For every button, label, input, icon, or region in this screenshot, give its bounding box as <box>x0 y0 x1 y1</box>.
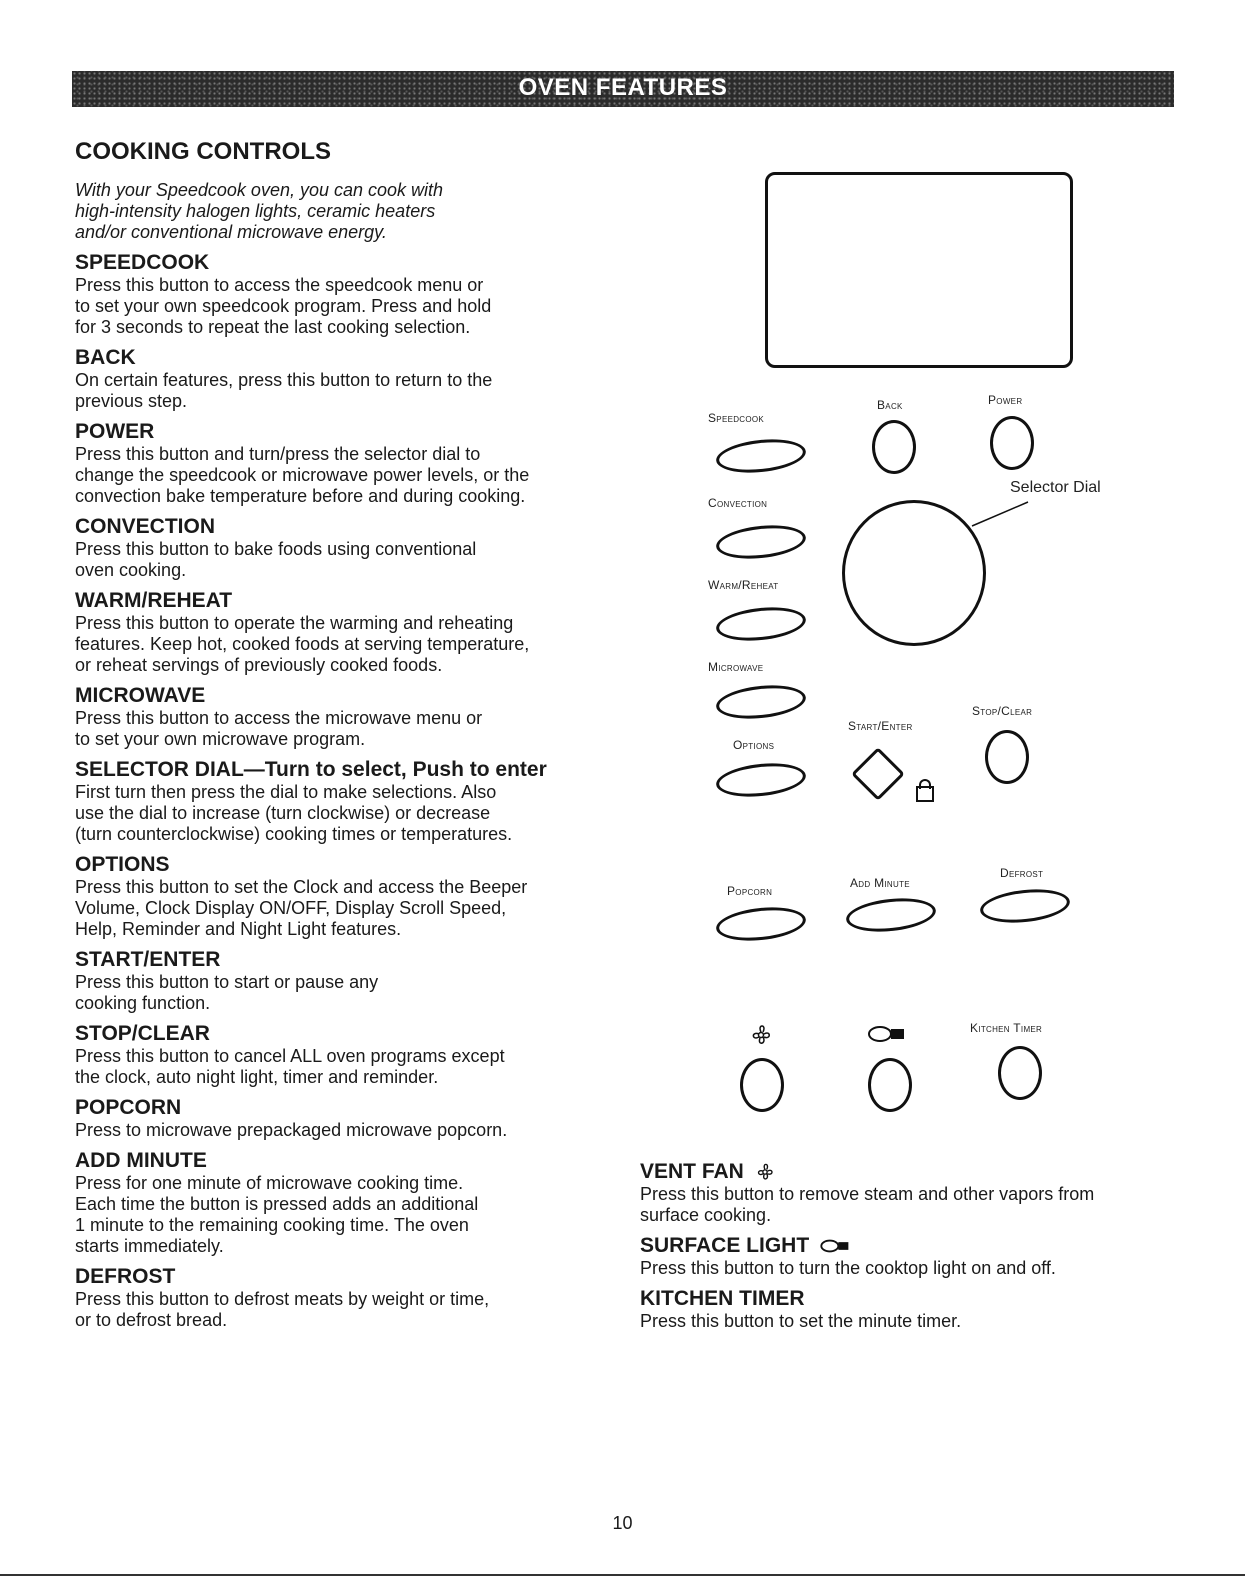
section-title: KITCHEN TIMER <box>640 1287 805 1310</box>
section-text: Press this button to remove steam and other vapors from surface cooking. <box>640 1184 1095 1225</box>
back-label: Back <box>877 398 903 412</box>
section-microwave <box>75 684 635 750</box>
section-text: First turn then press the dial to make selections. Also use the dial to increase (turn clockwise) or decrease (turn counterclockwise) cooking times or temperatures. <box>75 782 513 844</box>
start-enter-button[interactable] <box>851 747 905 801</box>
banner-title: OVEN FEATURES <box>518 74 728 101</box>
section-text: Press this button to set the minute timer. <box>640 1311 962 1331</box>
section-warm-reheat <box>75 589 635 676</box>
intro-text: With your Speedcook oven, you can cook with high-intensity halogen lights, ceramic heaters and/or conventional microwave energy. <box>75 180 444 242</box>
convection-label: Convection <box>708 496 768 510</box>
main-heading: COOKING CONTROLS <box>75 138 331 165</box>
kitchen-timer-button[interactable] <box>998 1046 1042 1100</box>
defrost-button[interactable] <box>979 885 1072 926</box>
power-label: Power <box>988 393 1023 407</box>
section-options <box>75 853 635 940</box>
section-title: MICROWAVE <box>75 684 206 707</box>
microwave-button[interactable] <box>715 681 808 722</box>
defrost-label: Defrost <box>1000 866 1044 880</box>
vent-fan-button[interactable] <box>740 1058 784 1112</box>
popcorn-label: Popcorn <box>727 884 773 898</box>
section-text: Press this button to defrost meats by weight or time, or to defrost bread. <box>75 1289 490 1330</box>
section-vent-fan <box>640 1160 1180 1226</box>
right-column <box>640 1160 1180 1340</box>
speedcook-label: Speedcook <box>708 411 765 425</box>
section-title: ADD MINUTE <box>75 1149 207 1172</box>
start-enter-label: Start/Enter <box>848 719 913 733</box>
kitchen-timer-label: Kitchen Timer <box>970 1021 1043 1035</box>
section-defrost <box>75 1265 635 1331</box>
fan-icon <box>749 1022 773 1048</box>
section-title: OPTIONS <box>75 853 170 876</box>
selector-dial[interactable] <box>842 500 986 646</box>
speedcook-button[interactable] <box>715 435 808 476</box>
fan-icon <box>754 1161 776 1183</box>
section-text: Press this button and turn/press the selector dial to change the speedcook or microwave power levels, or the convection bake temperature before and during cooking. <box>75 444 530 506</box>
surface-light-button[interactable] <box>868 1058 912 1112</box>
section-title: STOP/CLEAR <box>75 1022 210 1045</box>
section-stop-clear <box>75 1022 635 1088</box>
add-minute-button[interactable] <box>845 894 938 935</box>
section-title: SPEEDCOOK <box>75 251 210 274</box>
page-banner <box>72 71 1174 107</box>
add-minute-label: Add Minute <box>850 876 910 890</box>
selector-dial-leader-line <box>970 500 1030 528</box>
section-text: Press this button to start or pause any cooking function. <box>75 972 379 1013</box>
convection-button[interactable] <box>715 521 808 562</box>
stop-clear-label: Stop/Clear <box>972 704 1033 718</box>
stop-clear-button[interactable] <box>985 730 1029 784</box>
section-title: SURFACE LIGHT <box>640 1234 810 1257</box>
section-title: WARM/REHEAT <box>75 589 233 612</box>
section-title: SELECTOR DIAL—Turn to select, Push to enter <box>75 758 547 781</box>
left-column <box>75 138 635 1339</box>
section-text: Press this button to access the speedcook menu or to set your own speedcook program. Press and hold for 3 seconds to repeat the last cooking selection. <box>75 275 492 337</box>
section-text: Press this button to operate the warming and reheating features. Keep hot, cooked foods at serving temperature, or reheat servings of previously cooked foods. <box>75 613 530 675</box>
power-button[interactable] <box>990 416 1034 470</box>
popcorn-button[interactable] <box>715 903 808 944</box>
light-icon <box>819 1238 853 1254</box>
section-title: POPCORN <box>75 1096 182 1119</box>
bottom-rule <box>0 1574 1245 1576</box>
options-button[interactable] <box>715 759 808 800</box>
selector-dial-label: Selector Dial <box>1010 479 1101 496</box>
warm-reheat-label: Warm/Reheat <box>708 578 779 592</box>
back-button[interactable] <box>872 420 916 474</box>
section-title: CONVECTION <box>75 515 216 538</box>
section-text: Press this button to access the microwave menu or to set your own microwave program. <box>75 708 483 749</box>
section-popcorn <box>75 1096 635 1141</box>
section-title-row <box>640 1160 1180 1184</box>
lock-icon <box>916 786 934 802</box>
section-add-minute <box>75 1149 635 1257</box>
section-title: DEFROST <box>75 1265 176 1288</box>
section-back <box>75 346 635 412</box>
section-kitchen-timer <box>640 1287 1180 1332</box>
section-convection <box>75 515 635 581</box>
section-surface-light <box>640 1234 1180 1279</box>
section-selector-dial <box>75 758 635 845</box>
options-label: Options <box>733 738 775 752</box>
section-title: VENT FAN <box>640 1160 744 1183</box>
warm-reheat-button[interactable] <box>715 603 808 644</box>
section-title: BACK <box>75 346 136 369</box>
section-power <box>75 420 635 507</box>
section-text: Press this button to turn the cooktop light on and off. <box>640 1258 1056 1278</box>
light-icon <box>866 1024 910 1044</box>
section-speedcook <box>75 251 635 338</box>
microwave-label: Microwave <box>708 660 764 674</box>
section-text: Press this button to set the Clock and access the Beeper Volume, Clock Display ON/OFF, Display Scroll Speed, Help, Reminder and Night Light features. <box>75 877 528 939</box>
section-text: Press this button to bake foods using conventional oven cooking. <box>75 539 477 580</box>
section-text: Press to microwave prepackaged microwave popcorn. <box>75 1120 508 1140</box>
section-text: Press this button to cancel ALL oven programs except the clock, auto night light, timer and reminder. <box>75 1046 505 1087</box>
section-title: POWER <box>75 420 155 443</box>
display-window <box>765 172 1073 368</box>
section-title: START/ENTER <box>75 948 221 971</box>
section-text: On certain features, press this button to return to the previous step. <box>75 370 493 411</box>
section-title-row <box>640 1234 1180 1258</box>
section-text: Press for one minute of microwave cooking time. Each time the button is pressed adds an additional 1 minute to the remaining cooking time. The oven starts immediately. <box>75 1173 479 1256</box>
page-number: 10 <box>612 1513 633 1533</box>
section-start-enter <box>75 948 635 1014</box>
